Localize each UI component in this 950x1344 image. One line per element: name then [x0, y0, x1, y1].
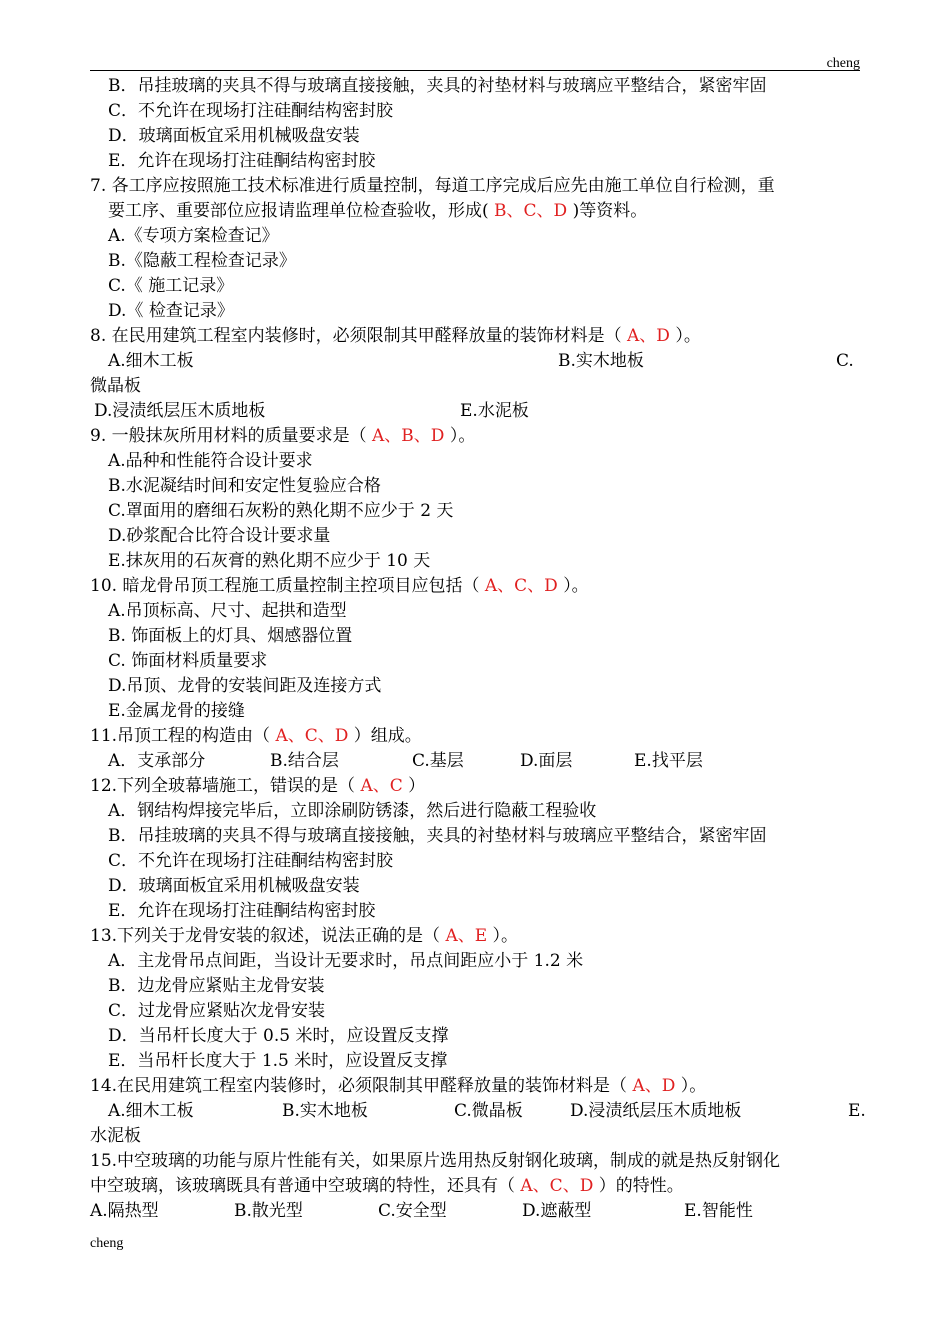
question-15-cont: [90, 1174, 865, 1199]
option-line: D．当吊杆长度大于 0.5 米时，应设置反支撑: [108, 1026, 449, 1046]
header-rule: [90, 70, 860, 71]
option-b: B.散光型: [234, 1201, 303, 1221]
option-line: A.《专项方案检查记》: [108, 226, 279, 246]
option-e: E.水泥板: [460, 401, 529, 421]
question-13: [90, 924, 865, 949]
option-line: B．吊挂玻璃的夹具不得与玻璃直接接触，夹具的衬垫材料与玻璃应平整结合，紧密牢固: [108, 826, 767, 846]
option-line: A．钢结构焊接完毕后，立即涂刷防锈漆，然后进行隐蔽工程验收: [108, 801, 597, 821]
option-e: E.智能性: [684, 1201, 753, 1221]
option-line: B.《隐蔽工程检查记录》: [108, 251, 296, 271]
option-b: B.实木地板: [558, 351, 644, 371]
option-line: A．主龙骨吊点间距，当设计无要求时，吊点间距应小于 1.2 米: [108, 951, 584, 971]
option-line: D.《 检查记录》: [108, 301, 234, 321]
answer-key: A、C: [355, 776, 409, 796]
page-footer: cheng: [90, 1236, 124, 1251]
question-text: 8. 在民用建筑工程室内装修时，必须限制其甲醛释放量的装饰材料是（: [90, 326, 622, 346]
question-9: [90, 424, 865, 449]
option-line: C.罩面用的磨细石灰粉的熟化期不应少于 2 天: [108, 501, 454, 521]
option-row: [90, 1099, 865, 1124]
option-line: B.水泥凝结时间和安定性复验应合格: [108, 476, 381, 496]
question-text: ）组成。: [353, 726, 422, 746]
question-text: ）。: [449, 426, 476, 446]
option-line: E．当吊杆长度大于 1.5 米时，应设置反支撑: [108, 1051, 448, 1071]
option-line: B. 饰面板上的灯具、烟感器位置: [108, 626, 353, 646]
option-line: C．过龙骨应紧贴次龙骨安装: [108, 1001, 326, 1021]
option-line: B．边龙骨应紧贴主龙骨安装: [108, 976, 325, 996]
option-line: C．不允许在现场打注硅酮结构密封胶: [108, 851, 394, 871]
option-a: A.细木工板: [108, 351, 194, 371]
document-body: [90, 74, 865, 1224]
option-e-wrap: 水泥板: [90, 1126, 141, 1146]
option-line: E．允许在现场打注硅酮结构密封胶: [108, 151, 376, 171]
option-a: A．支承部分: [108, 751, 206, 771]
answer-key: A、C、D: [270, 726, 354, 746]
question-10: [90, 574, 865, 599]
question-8: [90, 324, 865, 349]
answer-key: A、B、D: [366, 426, 450, 446]
answer-key: B、C、D: [488, 201, 573, 221]
option-e: E.找平层: [634, 751, 703, 771]
option-line: D.吊顶、龙骨的安装间距及连接方式: [108, 676, 382, 696]
option-b: B.实木地板: [282, 1101, 368, 1121]
question-text: ）的特性。: [598, 1176, 684, 1196]
question-text: ）。: [680, 1076, 707, 1096]
question-text: 要工序、重要部位应报请监理单位检查验收，形成(: [108, 201, 489, 221]
option-line: C.《 施工记录》: [108, 276, 234, 296]
option-d: D.面层: [520, 751, 573, 771]
answer-key: A、C、D: [479, 576, 564, 596]
question-text: ）。: [563, 576, 589, 596]
option-line: D．玻璃面板宜采用机械吸盘安装: [108, 126, 360, 146]
question-14: [90, 1074, 865, 1099]
question-text: 9. 一般抹灰所用材料的质量要求是（: [90, 426, 367, 446]
question-text: 14.在民用建筑工程室内装修时，必须限制其甲醛释放量的装饰材料是（: [90, 1076, 628, 1096]
option-row: [90, 749, 865, 774]
question-11: [90, 724, 865, 749]
option-line: E.金属龙骨的接缝: [108, 701, 245, 721]
option-row: [90, 349, 865, 374]
option-line: D.砂浆配合比符合设计要求量: [108, 526, 331, 546]
question-text: )等资料。: [572, 201, 648, 221]
option-line: C．不允许在现场打注硅酮结构密封胶: [108, 101, 394, 121]
option-a: A.隔热型: [90, 1201, 159, 1221]
option-c: C.安全型: [378, 1201, 447, 1221]
option-e: E.: [848, 1101, 866, 1121]
option-row: [90, 1199, 865, 1224]
option-c: C.微晶板: [454, 1101, 523, 1121]
question-text: 10. 暗龙骨吊顶工程施工质量控制主控项目应包括（: [90, 576, 480, 596]
option-line: A.品种和性能符合设计要求: [108, 451, 313, 471]
option-b: B.结合层: [270, 751, 339, 771]
question-7: 7. 各工序应按照施工技术标准进行质量控制，每道工序完成后应先由施工单位自行检测，重: [90, 176, 775, 196]
answer-key: A、D: [621, 326, 676, 346]
page-header: cheng: [826, 56, 860, 71]
question-text: ）。: [492, 926, 519, 946]
question-text: 中空玻璃，该玻璃既具有普通中空玻璃的特性，还具有（: [90, 1176, 515, 1196]
option-row: [90, 399, 865, 424]
option-line: B．吊挂玻璃的夹具不得与玻璃直接接触，夹具的衬垫材料与玻璃应平整结合，紧密牢固: [108, 76, 767, 96]
option-d: D.浸渍纸层压木质地板: [570, 1101, 742, 1121]
question-text: 11.吊顶工程的构造由（: [90, 726, 271, 746]
question-text: ）: [408, 776, 426, 796]
option-c: C.基层: [412, 751, 464, 771]
option-line: C. 饰面材料质量要求: [108, 651, 268, 671]
option-c: C.: [836, 351, 854, 371]
option-d: D.浸渍纸层压木质地板: [94, 401, 266, 421]
option-d: D.遮蔽型: [522, 1201, 592, 1221]
question-text: 12.下列全玻幕墙施工，错误的是（: [90, 776, 356, 796]
question-text: ）。: [675, 326, 701, 346]
answer-key: A、C、D: [515, 1176, 599, 1196]
option-line: A.吊顶标高、尺寸、起拱和造型: [108, 601, 347, 621]
question-7-cont: [90, 199, 865, 224]
answer-key: A、E: [440, 926, 493, 946]
answer-key: A、D: [627, 1076, 681, 1096]
option-a: A.细木工板: [108, 1101, 194, 1121]
option-line: E.抹灰用的石灰膏的熟化期不应少于 10 天: [108, 551, 431, 571]
option-line: E．允许在现场打注硅酮结构密封胶: [108, 901, 376, 921]
question-text: 13.下列关于龙骨安装的叙述，说法正确的是（: [90, 926, 441, 946]
option-c-wrap: 微晶板: [90, 376, 141, 396]
question-12: [90, 774, 865, 799]
question-15: 15.中空玻璃的功能与原片性能有关，如果原片选用热反射钢化玻璃，制成的就是热反射钢化: [90, 1151, 781, 1171]
option-line: D．玻璃面板宜采用机械吸盘安装: [108, 876, 360, 896]
